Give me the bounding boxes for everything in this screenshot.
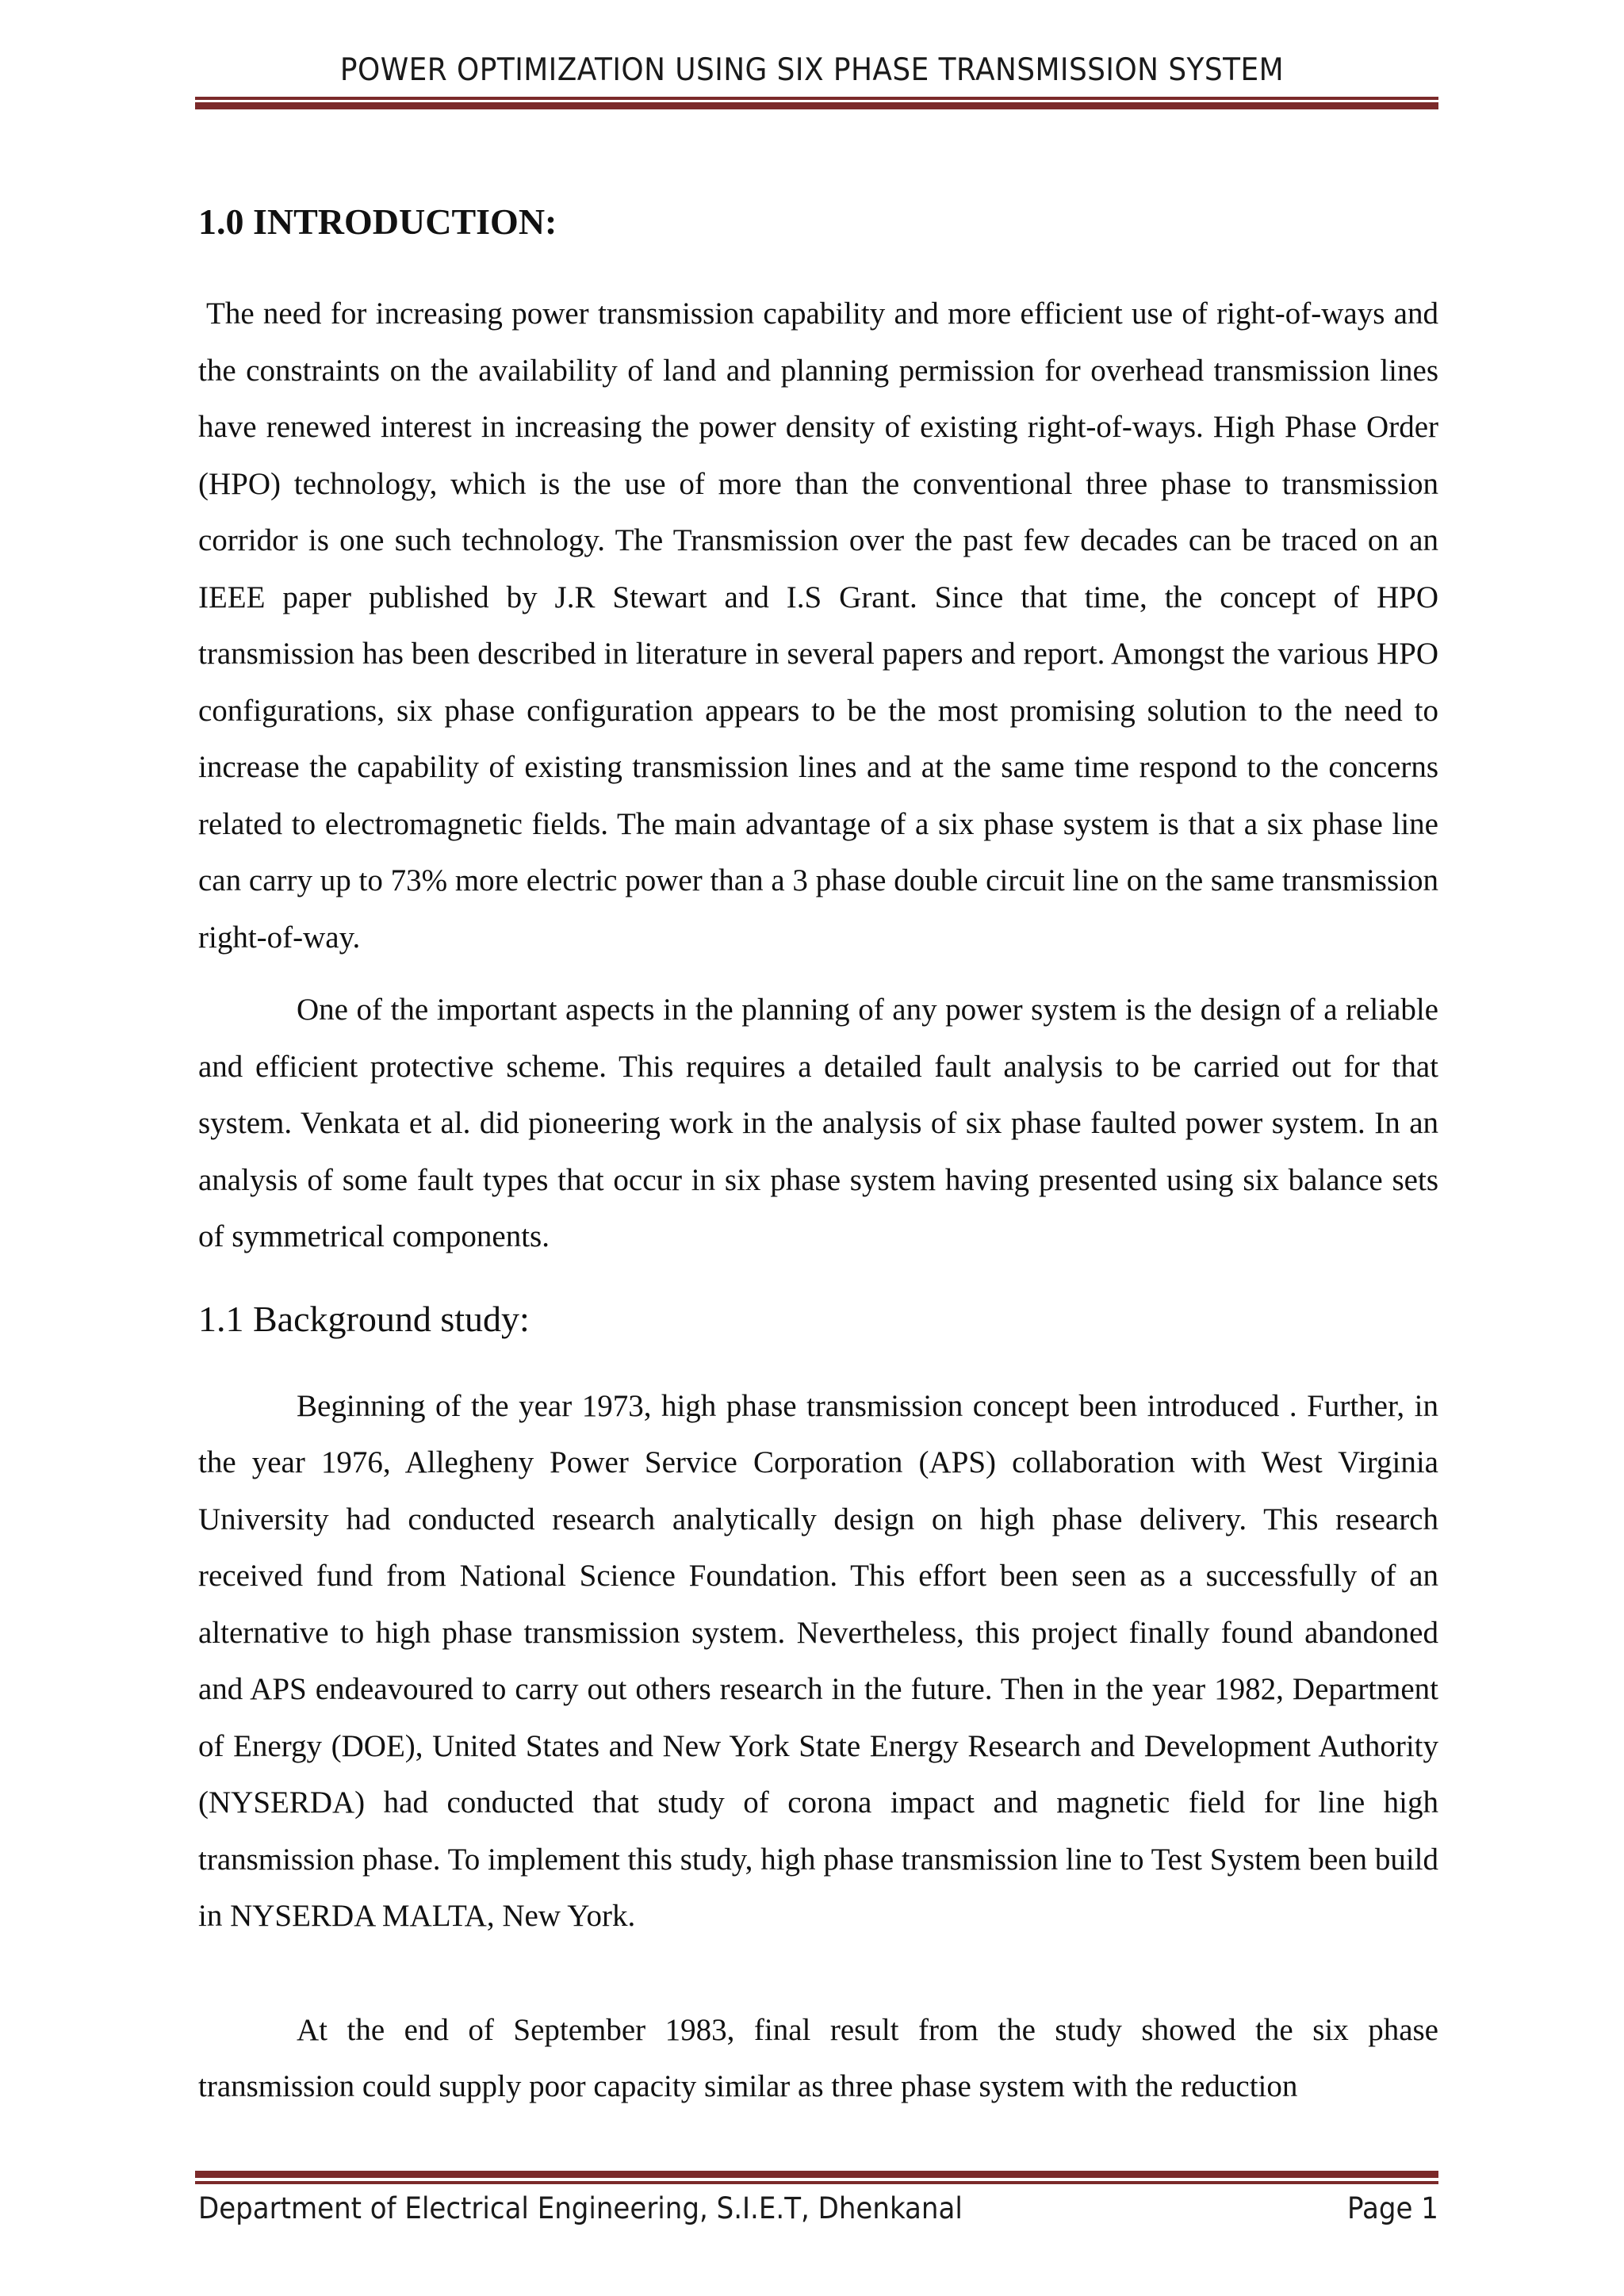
body-paragraph: One of the important aspects in the planning of any power system is the design of a reliable and efficient protective scheme. This requires a detailed fault analysis to be carried out for that system. Venkata et al. did pioneering work in the analysis of six phase faulted power system. In an analysis of some fault types that occur in six phase system having presented using six balance sets of symmetrical components. <box>198 993 1438 1253</box>
section-heading-introduction: 1.0 INTRODUCTION: <box>198 201 557 242</box>
body-paragraph: At the end of September 1983, final result from the study showed the six phase transmission could supply poor capacity similar as three phase system with the reduction <box>198 2012 1438 2103</box>
body-paragraph: Beginning of the year 1973, high phase transmission concept been introduced . Further, in the year 1976, Allegheny Power Service Corporation (APS) collaboration with West Virginia University had conducted research analytically design on high phase delivery. This research received fund from National Science Foundation. This effort been seen as a successfully of an alternative to high phase transmission system. Nevertheless, this project finally found abandoned and APS endeavoured to carry out others research in the future. Then in the year 1982, Department of Energy (DOE), United States and New York State Energy Research and Development Authority (NYSERDA) had conducted that study of corona impact and magnetic field for line high transmission phase. To implement this study, high phase transmission line to Test System been build in NYSERDA MALTA, New York. <box>198 1388 1438 1933</box>
header-rule-thick <box>195 102 1438 109</box>
footer-rule-thin <box>195 2181 1438 2184</box>
footer-rule-thick <box>195 2171 1438 2178</box>
page-number: Page 1 <box>1347 2191 1438 2225</box>
running-header-title: POWER OPTIMIZATION USING SIX PHASE TRANSMISSION SYSTEM <box>339 52 1285 88</box>
body-paragraph: The need for increasing power transmission capability and more efficient use of right-of-ways and the constraints on the availability of land and planning permission for overhead transmission lines have renewed interest in increasing the power density of existing right-of-ways. High Phase Order (HPO) technology, which is the use of more than the conventional three phase to transmission corridor is one such technology. The Transmission over the past few decades can be traced on an IEEE paper published by J.R Stewart and I.S Grant. Since that time, the concept of HPO transmission has been described in literature in several papers and report. Amongst the various HPO configurations, six phase configuration appears to be the most promising solution to the need to increase the capability of existing transmission lines and at the same time respond to the concerns related to electromagnetic fields. The main advantage of a six phase system is that a six phase line can carry up to 73% more electric power than a 3 phase double circuit line on the same transmission right-of-way. <box>198 297 1438 955</box>
footer-department: Department of Electrical Engineering, S.I.E.T, Dhenkanal <box>198 2191 963 2225</box>
header-rule-thin <box>195 97 1438 100</box>
page-body <box>198 198 1438 2115</box>
section-heading-background: 1.1 Background study: <box>198 1298 530 1339</box>
